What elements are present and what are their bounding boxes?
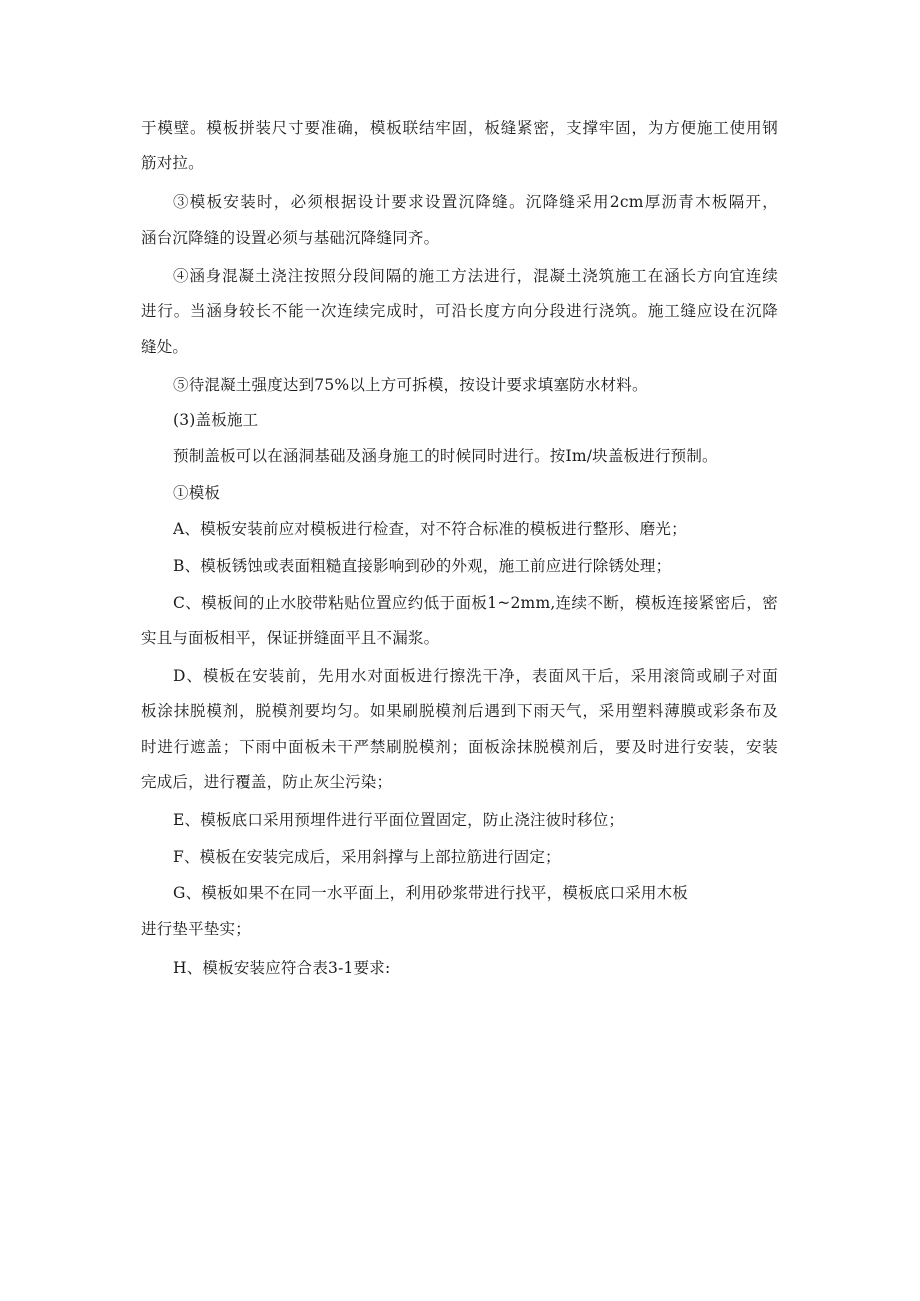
list-item: C、模板间的止水胶带粘贴位置应约低于面板1~2mm,连续不断，模板连接紧密后，密 <box>173 594 778 612</box>
section-heading: (3)盖板施工 <box>173 411 259 429</box>
paragraph-line: ⑤待混凝土强度达到75%以上方可拆模，按设计要求填塞防水材料。 <box>173 376 648 394</box>
list-item: E、模板底口采用预埋件进行平面位置固定，防止浇注彼时移位； <box>173 811 625 829</box>
paragraph-line: 缝处。 <box>141 338 189 356</box>
list-item: B、模板锈蚀或表面粗糙直接影响到砂的外观，施工前应进行除锈处理； <box>173 557 672 575</box>
paragraph-line: 于模壁。模板拼装尺寸要准确，模板联结牢固，板缝紧密，支撑牢固，为方便施工使用钢 <box>141 119 778 137</box>
paragraph-line: 板涂抹脱模剂，脱模剂要均匀。如果刷脱模剂后遇到下雨天气，采用塑料薄膜或彩条布及 <box>141 702 778 720</box>
paragraph-line: 预制盖板可以在涵洞基础及涵身施工的时候同时进行。按Im/块盖板进行预制。 <box>173 447 718 465</box>
list-item: D、模板在安装前，先用水对面板进行擦洗干净，表面风干后，采用滚筒或刷子对面 <box>173 667 778 685</box>
paragraph-line: 时进行遮盖；下雨中面板未干严禁刷脱模剂；面板涂抹脱模剂后，要及时进行安装，安装 <box>141 738 778 756</box>
list-item: A、模板安装前应对模板进行检查，对不符合标准的模板进行整形、磨光； <box>173 520 687 538</box>
list-item: H、模板安装应符合表3-1要求: <box>173 959 391 977</box>
subsection-heading: ①模板 <box>173 484 221 502</box>
paragraph-line: ③模板安装时，必须根据设计要求设置沉降缝。沉降缝采用2cm厚沥青木板隔开， <box>173 193 778 211</box>
list-item: G、模板如果不在同一水平面上，利用砂浆带进行找平，模板底口采用木板 <box>173 884 688 902</box>
paragraph-line: 进行。当涵身较长不能一次连续完成时，可沿长度方向分段进行浇筑。施工缝应设在沉降 <box>141 302 778 320</box>
paragraph-line: 涵台沉降缝的设置必须与基础沉降缝同齐。 <box>141 229 440 247</box>
list-item: F、模板在安装完成后，采用斜撑与上部拉筋进行固定； <box>173 848 561 866</box>
paragraph-line: 完成后，进行覆盖，防止灰尘污染； <box>141 773 393 791</box>
paragraph-line: ④涵身混凝土浇注按照分段间隔的施工方法进行，混凝土浇筑施工在涵长方向宜连续 <box>173 267 778 285</box>
paragraph-line: 筋对拉。 <box>141 154 204 172</box>
paragraph-line: 实且与面板相平，保证拼缝面平且不漏浆。 <box>141 629 440 647</box>
paragraph-line: 进行垫平垫实； <box>141 920 251 938</box>
